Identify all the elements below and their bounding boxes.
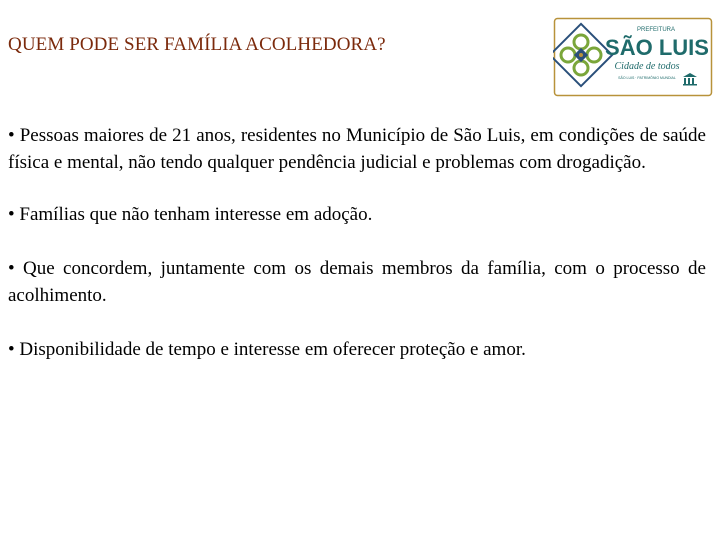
building-icon (683, 73, 697, 86)
bullet-item: • Que concordem, juntamente com os demais membros da família, com o processo de acolhimento. (8, 258, 706, 306)
tile-emblem-icon (553, 24, 612, 86)
logo-footer: SÃO LUIS · PATRIMÔNIO MUNDIAL (618, 76, 676, 80)
logo-prefeitura: PREFEITURA (636, 27, 676, 33)
logo-city: SÃO LUIS (605, 35, 709, 60)
prefeitura-sao-luis-logo (553, 17, 713, 97)
bullet-item: • Famílias que não tenham interesse em adoção. (8, 204, 373, 225)
bullet-item: • Disponibilidade de tempo e interesse em oferecer proteção e amor. (8, 339, 526, 360)
logo-graphic (553, 17, 713, 97)
page-title: QUEM PODE SER FAMÍLIA ACOLHEDORA? (8, 34, 386, 55)
logo-slogan: Cidade de todos (614, 61, 680, 72)
content-body (8, 122, 706, 363)
bullet-item: • Pessoas maiores de 21 anos, residentes no Município de São Luis, em condições de saúde física e mental, não tendo qualquer pendência judicial e problemas com drogadição. (8, 125, 706, 173)
